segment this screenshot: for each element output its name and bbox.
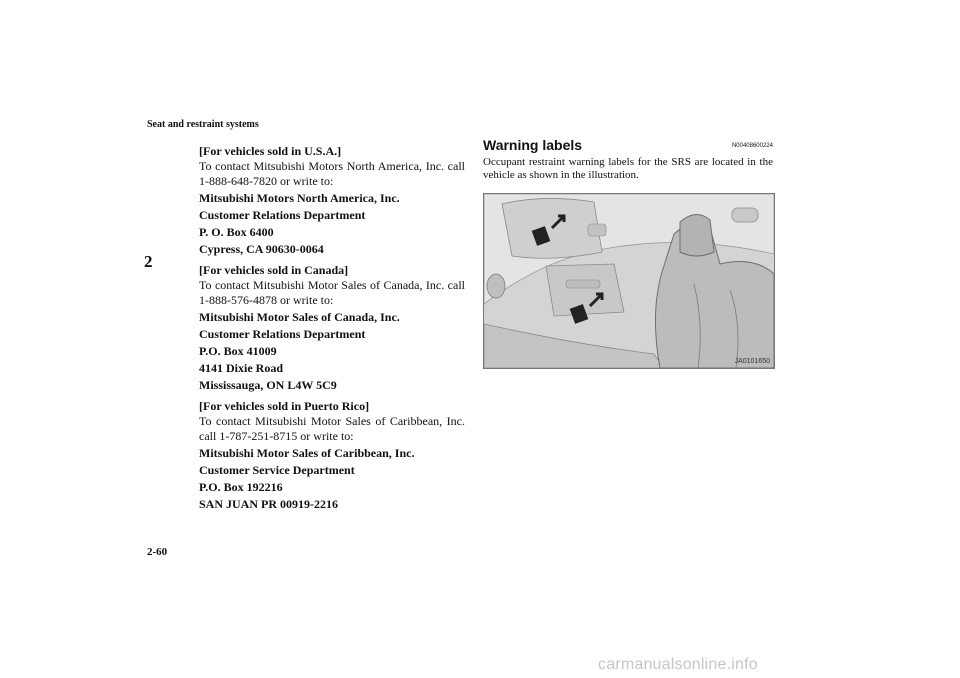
illustration-code: JA0101650 [734,358,770,365]
address-line: P.O. Box 192216 [199,480,283,494]
contact-intro: To contact Mitsubishi Motors North America, Inc. call 1-888-648-7820 or write to: [199,159,465,188]
address-line: P. O. Box 6400 [199,225,274,239]
section-heading-row [483,137,773,155]
section-body: Occupant restraint warning labels for the SRS are located in the vehicle as shown in the illustration. [483,156,773,181]
contact-block-puerto-rico [199,399,465,512]
page-number: 2-60 [147,546,168,558]
address-line: Customer Relations Department [199,208,366,222]
interior-drawing [484,194,774,368]
watermark[interactable]: carmanualsonline.info [598,656,758,673]
address-line: Customer Relations Department [199,327,366,341]
contact-intro: To contact Mitsubishi Motor Sales of Canada, Inc. call 1-888-576-4878 or write to: [199,278,465,307]
address-line: P.O. Box 41009 [199,344,277,358]
address-line: Mitsubishi Motor Sales of Caribbean, Inc. [199,446,415,460]
address-line: SAN JUAN PR 00919-2216 [199,497,338,511]
contact-heading: [For vehicles sold in Canada] [199,263,349,277]
contact-block-usa [199,144,465,257]
chapter-tab-number: 2 [144,252,153,271]
warning-label-illustration [483,193,775,369]
section-doc-id: N00408600224 [731,143,773,149]
contact-heading: [For vehicles sold in U.S.A.] [199,144,342,158]
address-line: 4141 Dixie Road [199,361,283,375]
warning-labels-section [483,137,773,182]
running-header: Seat and restraint systems [147,119,259,130]
contact-intro: To contact Mitsubishi Motor Sales of Caribbean, Inc. call 1-787-251-8715 or write to: [199,414,465,443]
contact-column [199,144,465,518]
address-line: Mississauga, ON L4W 5C9 [199,378,337,392]
section-title: Warning labels [483,137,583,153]
contact-block-canada [199,263,465,393]
address-line: Mitsubishi Motor Sales of Canada, Inc. [199,310,400,324]
contact-heading: [For vehicles sold in Puerto Rico] [199,399,370,413]
address-line: Mitsubishi Motors North America, Inc. [199,191,400,205]
address-line: Customer Service Department [199,463,355,477]
address-line: Cypress, CA 90630-0064 [199,242,324,256]
